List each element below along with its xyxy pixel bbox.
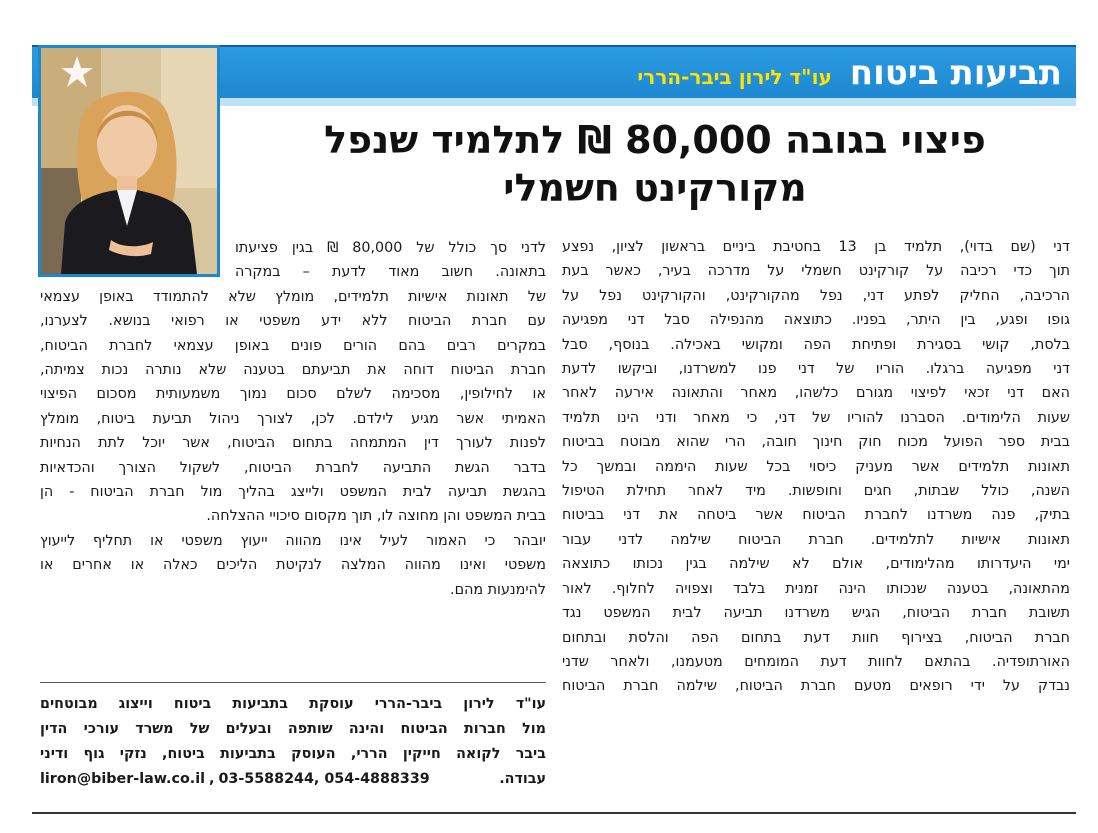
- body-line: השנה, כולל שבתות, חגים וחופשות. מיד לאחר תחילת הטיפול: [562, 483, 1070, 500]
- body-line: משפטי ואינו מהווה המלצה לנקיטת הליכים כאלה או אחרים או: [40, 557, 546, 574]
- body-line: בבית ספר הפועל מכוח חוק חינוך חובה, הרי שהוא מבוטח בביטוח: [562, 434, 1070, 451]
- bio-last-word: עבודה.: [499, 771, 546, 787]
- bio-divider: [40, 682, 546, 683]
- section-title: תביעות ביטוח: [849, 53, 1062, 93]
- article-headline: [240, 116, 1070, 212]
- bio-contact-line: [40, 767, 546, 792]
- body-line: תשובת חברת הביטוח, הגיש משרדנו תביעה לבית המשפט נגד: [562, 605, 1070, 622]
- contact-phones: 03-5588244, 054-4888339: [218, 771, 430, 787]
- body-line: בבית המשפט והן מחוצה לו, תוך מקסום סיכויי ההצלחה.: [206, 508, 546, 525]
- body-line: בתאונה. חשוב מאוד לדעת – במקרה: [235, 264, 546, 281]
- body-line: האם דני זכאי לפיצוי מגורם כלשהו, מאחר והתאונה אירעה לאחר: [562, 385, 1070, 402]
- body-line: חברת הביטוח דוחה את תביעתם בטענה שלא נותרה נכות צמיתה,: [40, 362, 546, 379]
- body-line: תאונות תלמידים אשר מעניק כיסוי בכל שעות היממה ובמשך כל: [562, 458, 1070, 475]
- body-line: האמיתי אשר מגיע לילדם. לכן, לצורך ניהול תביעת ביטוח, מומלץ: [40, 410, 546, 427]
- body-line: בהגשת תביעה לבית המשפט ולייצג בהליך מול חברת הביטוח - הן: [40, 484, 546, 501]
- body-line: מהתאונה, בטענה שנכותו הינה זמנית בלבד וצפויה לחלוף. לאור: [562, 580, 1070, 597]
- body-line: בתיק, פנה משרדנו לחברת הביטוח אשר ביטחה את דני בביטוח: [562, 507, 1070, 524]
- body-line: או לחילופין, מסכימה לשלם סכום נמוך משמעותית מסכום הפיצוי: [40, 386, 546, 403]
- article-body-right-column: [562, 235, 1070, 699]
- author-byline: עו"ד לירון ביבר-הררי: [637, 65, 832, 89]
- body-line: דני (שם בדוי), תלמיד בן 13 בחטיבת ביניים בראשון לציון, נפצע: [562, 239, 1070, 255]
- contact-details: liron@biber-law.co.il , 03-5588244, 054-4888339: [40, 767, 430, 792]
- body-line: האורתופדיה. בהתאם לחוות דעת המומחים מטעמנו, ולאחר שדני: [562, 653, 1070, 670]
- body-line: חברת הביטוח, בצירוף חוות דעת בתחום הפה והלסת ובתחום: [562, 629, 1070, 646]
- bio-line: מול חברות הביטוח והינה שותפה ובעלים של משרד עורכי הדין: [40, 721, 546, 737]
- body-line: תאונות אישיות לתלמידים. חברת הביטוח שילמה לדני עבור: [562, 531, 1070, 548]
- body-line: בדבר הגשת התביעה לחברת הביטוח, לשקול הצורך והכדאיות: [40, 459, 546, 476]
- body-line: נבדק על ידי רופאים מטעם חברת הביטוח, שילמה חברת הביטוח: [562, 678, 1070, 695]
- article-body-left-column: [40, 236, 546, 602]
- body-line: הרכיבה, החליק לפתע דני, נפל מהקורקינט, והקורקינט נפל על: [562, 287, 1070, 304]
- body-line: גופו ופגע, בין היתר, בפניו. כתוצאה מהנפילה סבל דני מפגיעה: [562, 312, 1070, 329]
- body-line: להימנעות מהם.: [450, 581, 546, 598]
- bio-line: עו"ד לירון ביבר-הררי עוסקת בתביעות ביטוח וייצוג מבוטחים: [40, 696, 546, 712]
- headline-line-2: מקורקינט חשמלי: [503, 166, 807, 210]
- body-line: עם חברת הביטוח ללא ידע משפטי או רפואי בנושא. לצערנו,: [40, 313, 546, 330]
- contact-email[interactable]: liron@biber-law.co.il: [40, 771, 206, 787]
- headline-line-1: פיצוי בגובה 80,000 ₪ לתלמיד שנפל: [324, 118, 986, 162]
- author-bio: [40, 692, 546, 792]
- body-line: במקרים רבים בהם הורים פונים באופן עצמאי לחברת הביטוח,: [40, 337, 546, 354]
- body-line: לדני סך כולל של 80,000 ₪ בגין פציעתו: [235, 240, 546, 256]
- body-line: לפנות לעורך דין המתמחה בתחום הביטוח, אשר יוכל לתת הנחיות: [40, 435, 546, 452]
- body-line: יובהר כי האמור לעיל אינו מהווה ייעוץ משפטי או תחליף לייעוץ: [40, 532, 546, 549]
- body-line: שעות הלימודים. הסברנו להוריו של דני, כי מאחר ודני הינו תלמיד: [562, 409, 1070, 426]
- body-line: ימי היעדרותו מהלימודים, אולם לא שילמה בגין נכותו כתוצאה: [562, 556, 1070, 573]
- body-line: דני מפגיעה ברגלו. הוריו של דני פנו למשרדנו, וביקשו לדעת: [562, 361, 1070, 378]
- body-line: בלסת, קושי בסגירת ופתיחת הפה ומקושי באכילה. בנוסף, סבל: [562, 336, 1070, 353]
- body-line: של תאונות אישיות תלמידים, מומלץ שלא להתמודד באופן עצמאי: [40, 288, 546, 305]
- body-line: תוך כדי רכיבה על קורקינט חשמלי על מדרכה בעיר, כאשר בעת: [562, 263, 1070, 280]
- bio-line: ביבר לקואה חייקין הררי, העוסק בתביעות ביטוח, נזקי גוף ודיני: [40, 746, 546, 762]
- bottom-rule: [32, 812, 1076, 814]
